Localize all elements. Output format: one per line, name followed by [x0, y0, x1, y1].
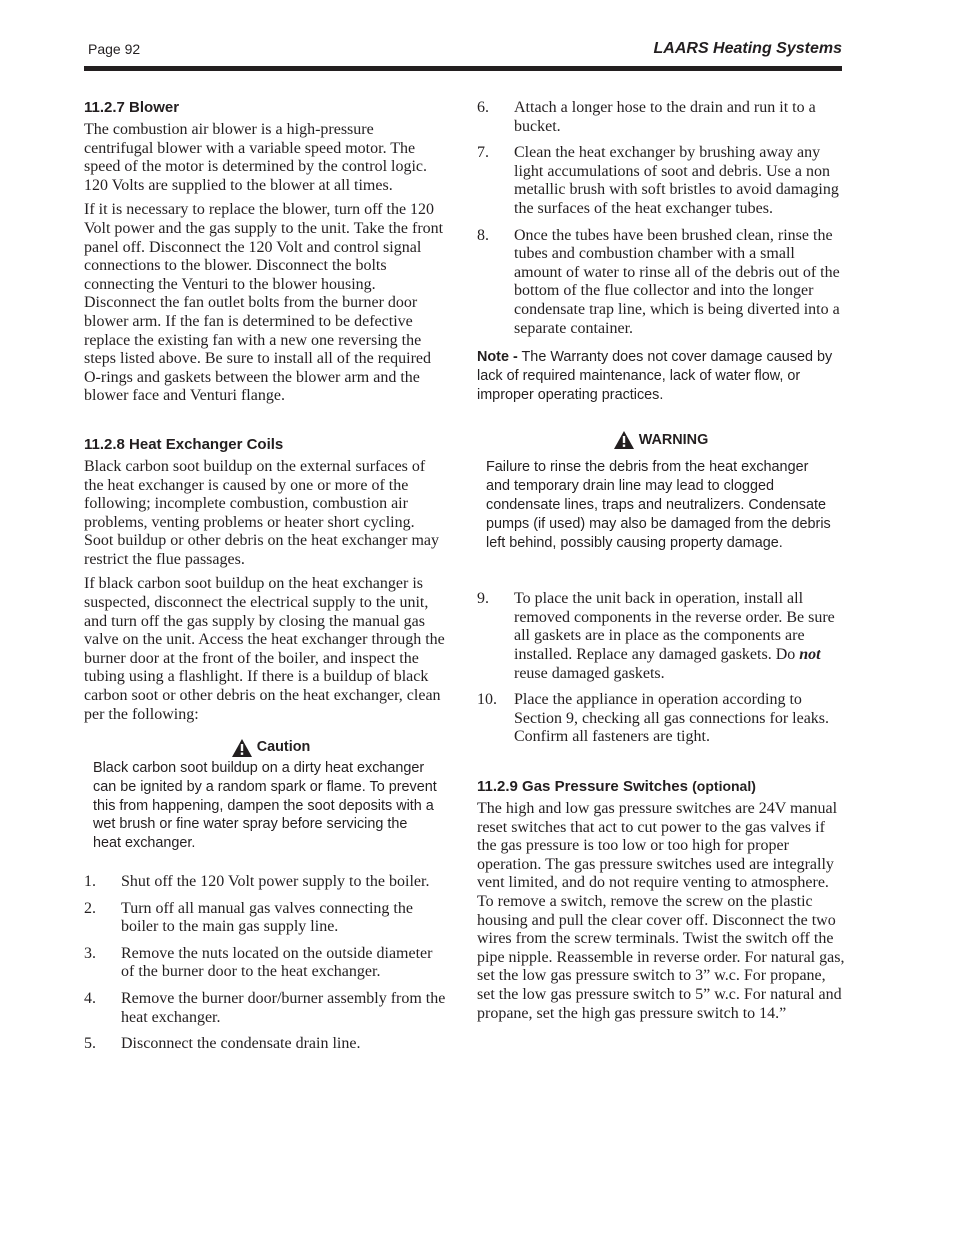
blower-paragraph-2: If it is necessary to replace the blower, turn off the 120 Volt power and the gas supply to the unit. Take the front panel off. Disconnect the 120 Volt and control signal connections to the blower. Disconnect the bolts connecting the Venturi to the blower housing. Disconnect the fan outlet bolts from the burner door blower arm. If the fan is determined to be defective replace the existing fan with a new one reversing the steps listed above. Be sure to install all of the required O-rings and gaskets between the blower arm and the blower face and Venturi flange. — [84, 201, 444, 405]
emphasis-not: not — [799, 646, 821, 664]
warning-box — [486, 431, 836, 553]
left-column — [84, 99, 446, 1062]
caution-title-row — [93, 738, 439, 757]
optional-tag: (optional) — [692, 778, 756, 795]
steps-list-left — [84, 873, 446, 1054]
list-item: 7. Clean the heat exchanger by brushing away any light accumulations of soot and debris. Use a non metallic brush with soft bristles to avoid damaging the surfaces of the heat exchanger tubes. — [477, 144, 839, 217]
list-item: 4. Remove the burner door/burner assembly from the heat exchanger. — [84, 989, 446, 1026]
heat-exchanger-heading: 11.2.8 Heat Exchanger Coils — [84, 435, 284, 453]
list-item: 6. Attach a longer hose to the drain and run it to a bucket. — [477, 99, 816, 135]
blower-heading: 11.2.7 Blower — [84, 99, 180, 116]
warning-title: WARNING — [638, 431, 709, 448]
list-item: 9. To place the unit back in operation, install all removed components in the reverse order. Be sure all gaskets are in place as the components are installed. Replace any damaged gaskets. Do not reuse damaged gaskets. — [477, 590, 835, 682]
brand-title: LAARS Heating Systems — [653, 40, 842, 57]
note-label: Note - — [477, 349, 518, 366]
warning-icon — [614, 431, 634, 449]
warning-icon — [232, 739, 252, 757]
list-item: 1. Shut off the 120 Volt power supply to the boiler. — [84, 873, 430, 890]
gas-pressure-paragraph: The high and low gas pressure switches are 24V manual reset switches that act to cut power to the gas valves if the gas pressure is too low or too high for proper operation. The gas pressure switches used are integrally vent limited, and do not require venting to atmosphere. To remove a switch, remove the screw on the plastic housing and pull the clear cover off. Disconnect the two wires from the screw terminals. Twist the switch off the pipe nipple. Reassemble in reverse order. For natural gas, set the low gas pressure switch to 3” w.c. For propane, set the low gas pressure switch to 5” w.c. For natural and propane, set the high gas pressure switch to 14.” — [477, 800, 845, 1022]
list-item: 8. Once the tubes have been brushed clean, rinse the tubes and combustion chamber with a small amount of water to rinse all of the debris out of the bottom of the flue collector and into the longer condensate trap line, which is being diverted into a separate container. — [477, 226, 840, 337]
right-column — [477, 99, 845, 1029]
gas-pressure-heading: 11.2.9 Gas Pressure Switches (optional) — [477, 778, 756, 796]
header-rule — [84, 66, 842, 71]
warning-text: Failure to rinse the debris from the heat exchanger and temporary drain line may lead to clogged condensate lines, traps and neutralizers. Condensate pumps (if used) may also be damaged from the debris left behind, possibly causing property damage. — [486, 459, 831, 551]
warranty-note — [477, 348, 845, 404]
steps-list-right-b — [477, 590, 845, 747]
page-number: Page 92 — [88, 41, 141, 57]
blower-paragraph-1: The combustion air blower is a high-pressure centrifugal blower with a variable speed motor. The speed of the motor is determined by the control logic. 120 Volts are supplied to the blower at all times. — [84, 121, 428, 194]
list-item: 10. Place the appliance in operation according to Section 9, checking all gas connections for leaks. Confirm all fasteners are tight. — [477, 691, 830, 746]
list-item: 2. Turn off all manual gas valves connecting the boiler to the main gas supply line. — [84, 899, 413, 936]
list-item: 3. Remove the nuts located on the outside diameter of the burner door to the heat exchanger. — [84, 944, 433, 981]
heat-exchanger-paragraph-1: Black carbon soot buildup on the external surfaces of the heat exchanger is caused by one or more of the following; incomplete combustion, combustion air problems, venting problems or heater short cycling. Soot buildup or other debris on the heat exchanger may restrict the flue passages. — [84, 457, 440, 568]
caution-box — [93, 738, 439, 853]
steps-list-right-a — [477, 99, 845, 338]
list-item: 5. Disconnect the condensate drain line. — [84, 1035, 361, 1053]
heat-exchanger-paragraph-2: If black carbon soot buildup on the heat exchanger is suspected, disconnect the electrical supply to the unit, and turn off the gas supply by closing the manual gas valve on the unit. Access the heat exchanger through the burner door at the front of the boiler, and inspect the tubing using a flashlight. If there is a buildup of black carbon soot or other debris on the heat exchanger, clean per the following: — [84, 575, 445, 723]
note-text: The Warranty does not cover damage caused by lack of required maintenance, lack of water flow, or improper operating practices. — [477, 349, 833, 403]
warning-title-row — [486, 431, 836, 450]
caution-title: Caution — [256, 739, 311, 756]
caution-text: Black carbon soot buildup on a dirty heat exchanger can be ignited by a random spark or flame. To prevent this from happening, dampen the soot deposits with a wet brush or fine water spray before servicing the heat exchanger. — [93, 760, 437, 852]
